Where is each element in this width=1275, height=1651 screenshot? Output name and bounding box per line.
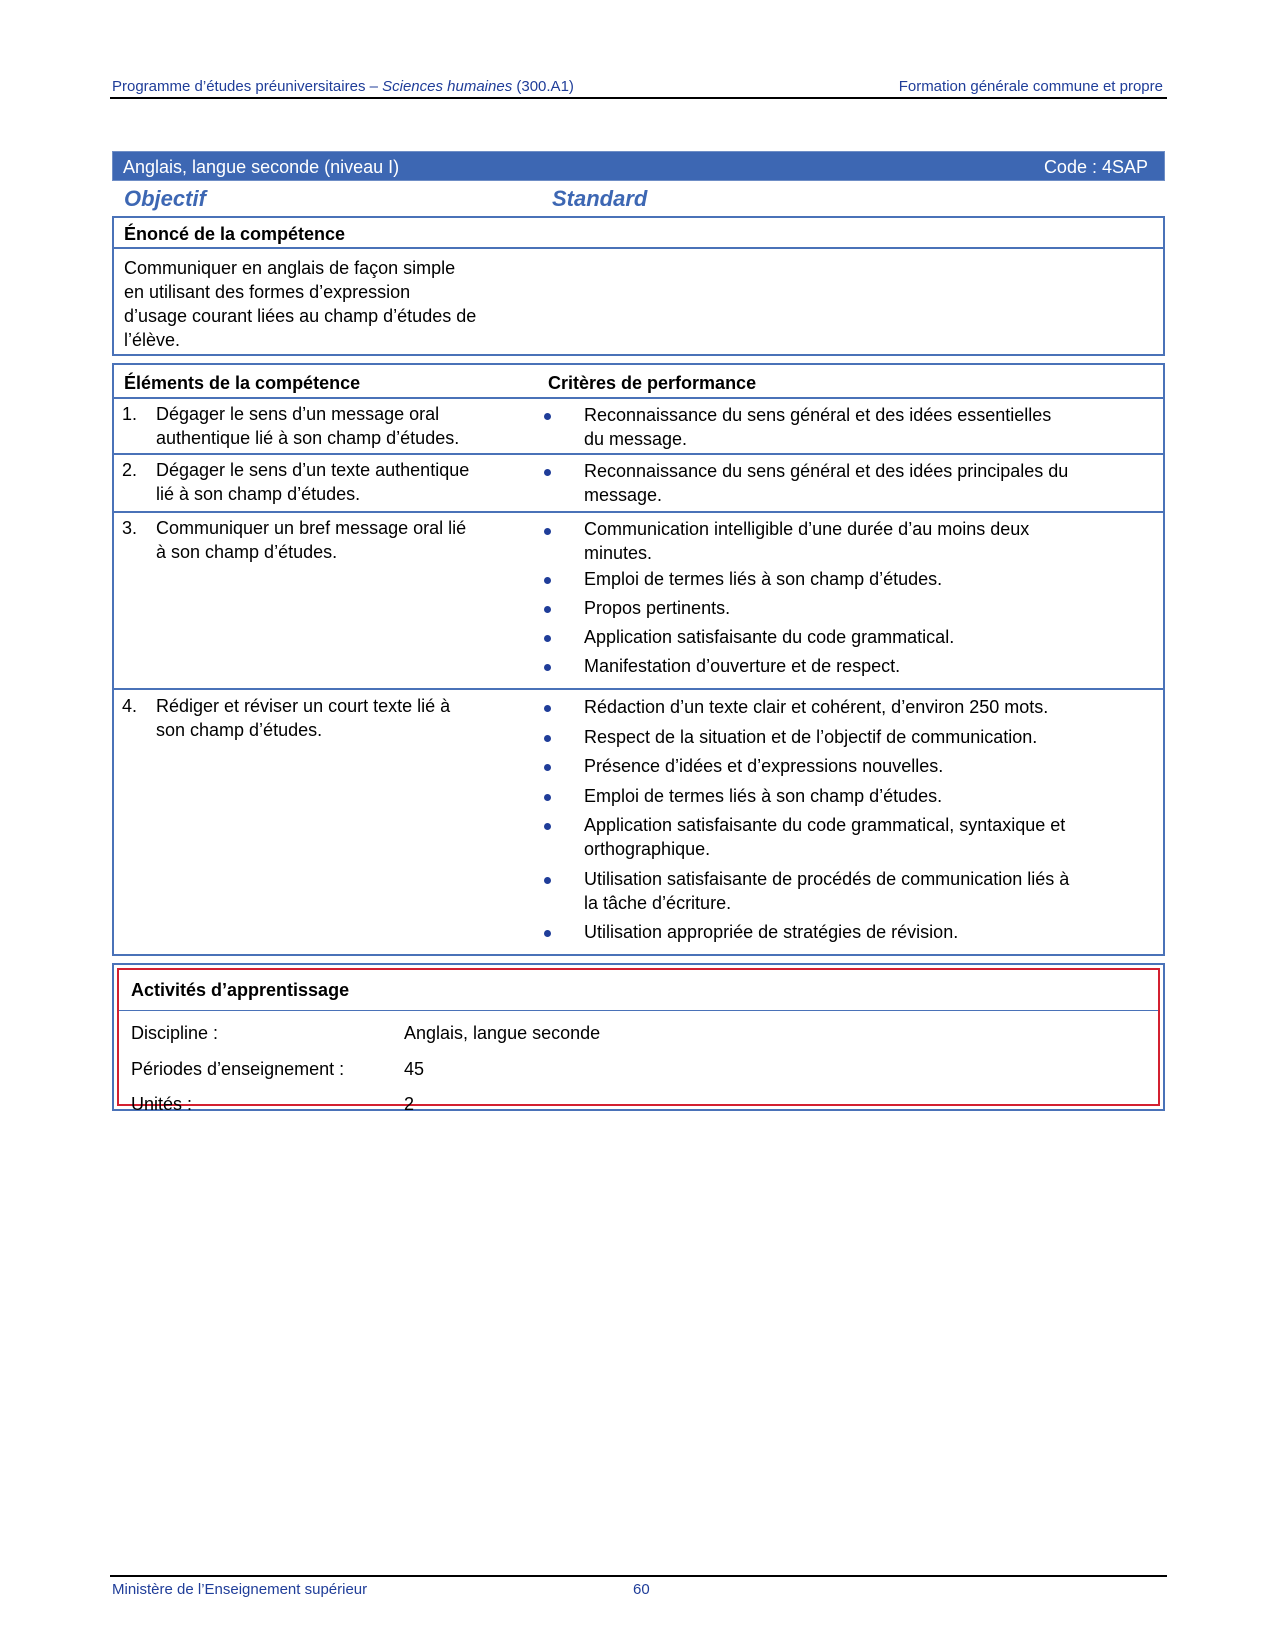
element-number: 1. (122, 404, 138, 424)
element-text (156, 458, 516, 506)
standard-label: Standard (552, 186, 648, 211)
header-rule (110, 97, 1167, 99)
bullet-icon (544, 606, 551, 613)
course-title: Anglais, langue seconde (niveau I) (123, 157, 400, 177)
criterion-line: Communication intelligible d’une durée d’au moins deux (584, 519, 1030, 539)
header-program-italic: Sciences humaines (382, 78, 513, 95)
bullet-icon (544, 635, 551, 642)
bullet-icon (544, 705, 551, 712)
elements-criteria-table (112, 363, 1165, 956)
bullet-icon (544, 735, 551, 742)
element-line: à son champ d’études. (156, 542, 338, 562)
statement-line: en utilisant des formes d’expression (124, 282, 411, 302)
footer-ministry: Ministère de l’Enseignement supérieur (112, 1581, 368, 1598)
bullet-icon (544, 823, 551, 830)
criterion: Utilisation appropriée de stratégies de révision. (584, 922, 959, 942)
criterion-line: Utilisation satisfaisante de procédés de communication liés à (584, 869, 1070, 889)
criterion: Application satisfaisante du code grammatical. (584, 627, 955, 647)
criterion-line: Application satisfaisante du code grammatical, syntaxique et (584, 815, 1066, 835)
bullet-icon (544, 577, 551, 584)
criterion (584, 459, 1144, 507)
header-program (112, 78, 574, 95)
element-line: Dégager le sens d’un texte authentique (156, 460, 470, 480)
element-number: 3. (122, 518, 138, 538)
learning-activities-inner (117, 968, 1160, 1114)
criterion (584, 403, 1144, 451)
discipline-label: Discipline : (131, 1023, 219, 1043)
criterion: Propos pertinents. (584, 598, 731, 618)
divider (114, 511, 1163, 513)
criterion (584, 867, 1144, 915)
criterion: Présence d’idées et d’expressions nouvelles. (584, 756, 944, 776)
criterion-line: la tâche d’écriture. (584, 893, 732, 913)
element-line: Dégager le sens d’un message oral (156, 404, 440, 424)
periods-value: 45 (404, 1059, 425, 1079)
header-formation: Formation générale commune et propre (898, 78, 1163, 95)
criterion-line: orthographique. (584, 839, 711, 859)
divider (114, 688, 1163, 690)
competence-statement-text (124, 256, 524, 352)
running-header (110, 78, 1165, 98)
criterion-line: minutes. (584, 543, 653, 563)
periods-label: Périodes d’enseignement : (131, 1059, 345, 1079)
bullet-icon (544, 413, 551, 420)
bullet-icon (544, 764, 551, 771)
course-title-band (112, 151, 1165, 181)
element-number: 2. (122, 460, 138, 480)
units-label: Unités : (131, 1094, 193, 1114)
statement-line: d’usage courant liées au champ d’études de (124, 306, 477, 326)
learning-activities-heading: Activités d’apprentissage (131, 980, 350, 1000)
discipline-value: Anglais, langue seconde (404, 1023, 601, 1043)
course-code: Code : 4SAP (1043, 157, 1148, 177)
criterion: Respect de la situation et de l’objectif de communication. (584, 727, 1038, 747)
criterion (584, 813, 1144, 861)
competence-statement-heading: Énoncé de la compétence (124, 224, 346, 244)
statement-line: l’élève. (124, 330, 181, 350)
divider (114, 453, 1163, 455)
page-number: 60 (633, 1581, 650, 1598)
divider (114, 247, 1163, 249)
element-line: Communiquer un bref message oral lié (156, 518, 467, 538)
element-line: Rédiger et réviser un court texte lié à (156, 696, 451, 716)
bullet-icon (544, 930, 551, 937)
statement-line: Communiquer en anglais de façon simple (124, 258, 456, 278)
element-text (156, 402, 516, 450)
criterion: Manifestation d’ouverture et de respect. (584, 656, 901, 676)
bullet-icon (544, 877, 551, 884)
criterion (584, 517, 1144, 565)
learning-activities-box (112, 963, 1165, 1114)
element-line: authentique lié à son champ d’études. (156, 428, 460, 448)
objectif-label: Objectif (124, 186, 206, 211)
divider (114, 397, 1163, 399)
footer-rule (110, 1575, 1167, 1577)
header-program-suffix: (300.A1) (512, 78, 574, 95)
criterion: Rédaction d’un texte clair et cohérent, d’environ 250 mots. (584, 697, 1049, 717)
criterion-line: message. (584, 485, 663, 505)
element-line: lié à son champ d’études. (156, 484, 361, 504)
criterion-line: Reconnaissance du sens général et des idées essentielles (584, 405, 1052, 425)
bullet-icon (544, 528, 551, 535)
bullet-icon (544, 794, 551, 801)
objective-standard-row (112, 186, 1165, 212)
element-number: 4. (122, 696, 138, 716)
criterion-line: Reconnaissance du sens général et des idées principales du (584, 461, 1069, 481)
bullet-icon (544, 469, 551, 476)
units-value: 2 (404, 1094, 415, 1114)
header-program-prefix: Programme d’études préuniversitaires – (112, 78, 383, 95)
bullet-icon (544, 664, 551, 671)
element-text (156, 694, 516, 742)
element-text (156, 516, 516, 564)
divider (119, 1010, 1158, 1011)
criterion: Emploi de termes liés à son champ d’études. (584, 569, 943, 589)
criterion: Emploi de termes liés à son champ d’études. (584, 786, 943, 806)
criterion-line: du message. (584, 429, 688, 449)
elements-heading: Éléments de la compétence (124, 373, 361, 393)
criteria-heading: Critères de performance (548, 373, 757, 393)
competence-statement-box (112, 216, 1165, 356)
element-line: son champ d’études. (156, 720, 323, 740)
